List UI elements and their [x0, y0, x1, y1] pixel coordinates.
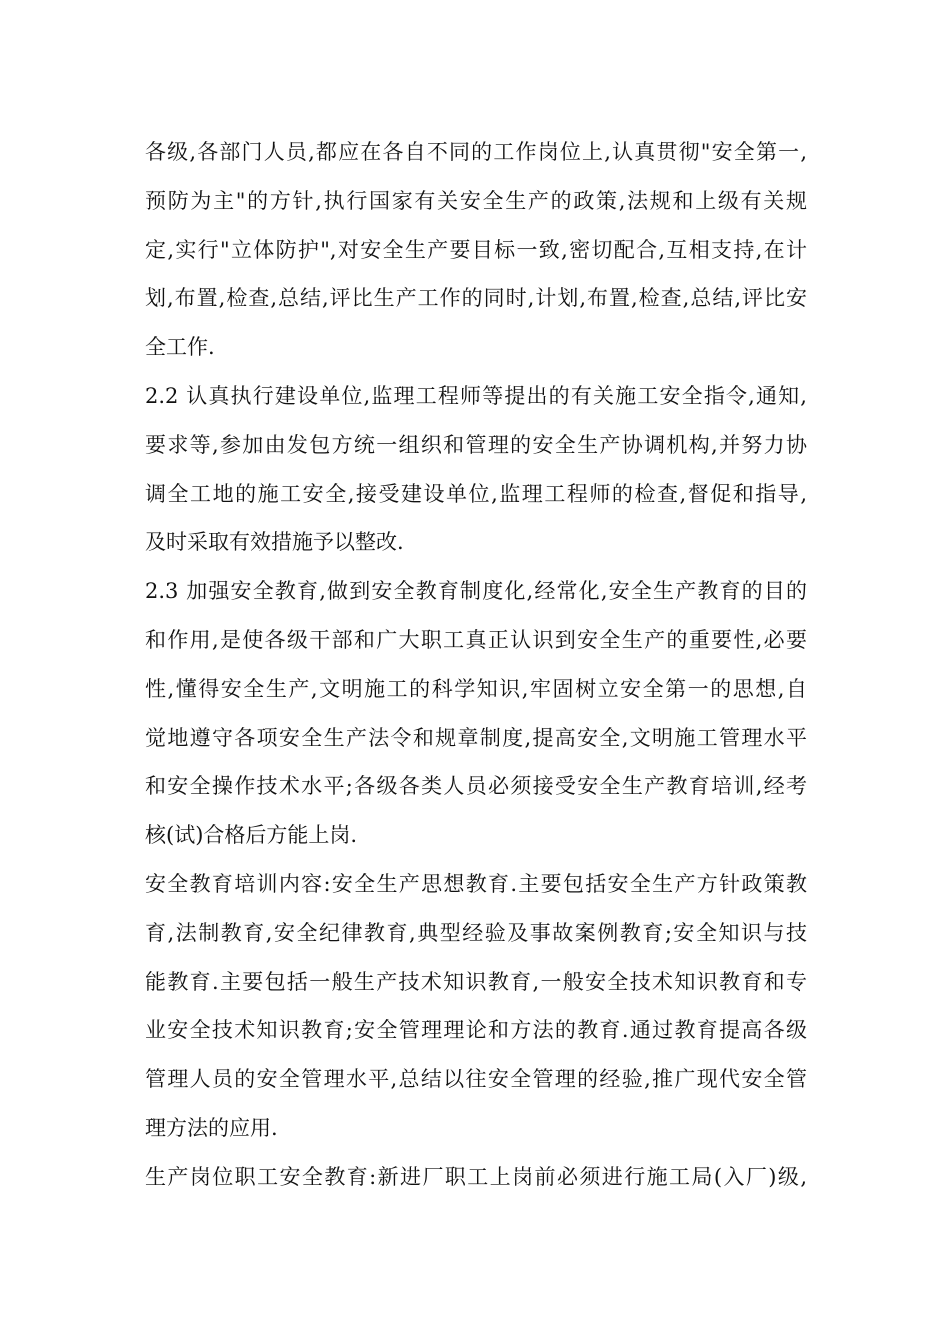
text-line: 预防为主"的方针,执行国家有关安全生产的政策,法规和上级有关规: [145, 188, 807, 213]
text-line: 各级,各部门人员,都应在各自不同的工作岗位上,认真贯彻"安全第一,: [145, 140, 807, 164]
text-line: 全工作.: [145, 335, 215, 360]
text-line: 划,布置,检查,总结,评比生产工作的同时,计划,布置,检查,总结,评比安: [145, 286, 807, 311]
text-line: 2.3 加强安全教育,做到安全教育制度化,经常化,安全生产教育的目的: [145, 579, 807, 604]
paragraph-worker-education: [145, 1153, 807, 1202]
text-line: 调全工地的施工安全,接受建设单位,监理工程师的检查,督促和指导,: [145, 481, 807, 506]
text-line: 及时采取有效措施予以整改.: [145, 530, 404, 555]
text-line: 性,懂得安全生产,文明施工的科学知识,牢固树立安全第一的思想,自: [145, 676, 807, 701]
paragraph-section-2-2: [145, 372, 807, 567]
text-line: 和作用,是使各级干部和广大职工真正认识到安全生产的重要性,必要: [145, 627, 807, 652]
paragraph-section-2-3: [145, 567, 807, 860]
text-line: 2.2 认真执行建设单位,监理工程师等提出的有关施工安全指令,通知,: [145, 383, 807, 408]
text-line: 生产岗位职工安全教育:新进厂职工上岗前必须进行施工局(入厂)级,: [145, 1164, 807, 1189]
text-line: 觉地遵守各项安全生产法令和规章制度,提高安全,文明施工管理水平: [145, 725, 807, 750]
text-line: 能教育.主要包括一般生产技术知识教育,一般安全技术知识教育和专: [145, 969, 807, 994]
text-line: 育,法制教育,安全纪律教育,典型经验及事故案例教育;安全知识与技: [145, 920, 807, 945]
text-line: 理方法的应用.: [145, 1115, 278, 1140]
text-line: 管理人员的安全管理水平,总结以往安全管理的经验,推广现代安全管: [145, 1067, 807, 1092]
paragraph-training-content: [145, 860, 807, 1153]
text-line: 核(试)合格后方能上岗.: [145, 823, 358, 848]
text-line: 业安全技术知识教育;安全管理理论和方法的教育.通过教育提高各级: [145, 1018, 807, 1043]
text-line: 要求等,参加由发包方统一组织和管理的安全生产协调机构,并努力协: [145, 432, 807, 457]
paragraph-responsibility: [145, 128, 807, 372]
text-line: 定,实行"立体防护",对安全生产要目标一致,密切配合,互相支持,在计: [145, 237, 807, 262]
document-body: [145, 128, 807, 1202]
text-line: 和安全操作技术水平;各级各类人员必须接受安全生产教育培训,经考: [145, 774, 807, 799]
text-line: 安全教育培训内容:安全生产思想教育.主要包括安全生产方针政策教: [145, 871, 807, 896]
